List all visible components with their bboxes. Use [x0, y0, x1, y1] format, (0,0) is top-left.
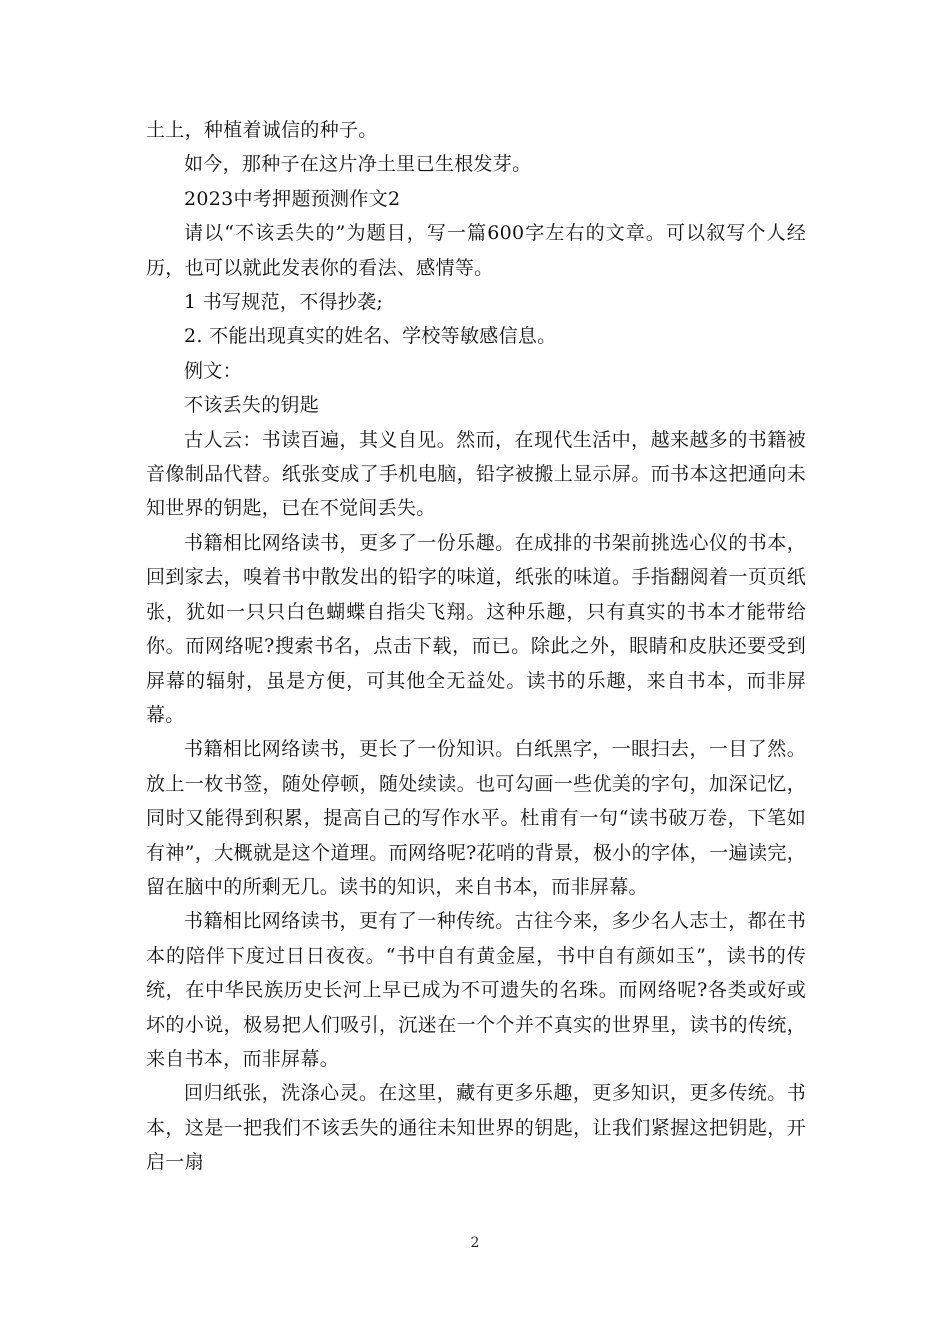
document-body: [146, 113, 806, 1180]
example-label: 例文：: [184, 359, 242, 382]
requirement-item: 1 书写规范，不得抄袭;: [184, 291, 384, 314]
essay-paragraph: 书籍相比网络读书，更有了一种传统。古往今来，多少名人志士，都在书本的陪伴下度过日日夜夜。“书中自有黄金屋，书中自有颜如玉”，读书的传统，在中华民族历史长河上早已成为不可遗失的名珠。而网络呢?各类或好或坏的小说，极易把人们吸引，沉迷在一个个并不真实的世界里，读书的传统，来自书本，而非屏幕。: [146, 910, 806, 1070]
section-heading: 2023中考押题预测作文2: [184, 187, 401, 210]
essay-paragraph: 回归纸张，洗涤心灵。在这里，藏有更多乐趣，更多知识，更多传统。书本，这是一把我们不该丢失的通往未知世界的钥匙，让我们紧握这把钥匙，开启一扇: [146, 1082, 806, 1174]
paragraph-continuation: 土上，种植着诚信的种子。: [146, 119, 378, 141]
essay-paragraph: 古人云：书读百遍，其义自见。然而，在现代生活中，越来越多的书籍被音像制品代替。纸张变成了手机电脑，铅字被搬上显示屏。而书本这把通向未知世界的钥匙，已在不觉间丢失。: [146, 428, 806, 520]
essay-title: 不该丢失的钥匙: [184, 394, 320, 417]
page-number: 2: [470, 1235, 480, 1251]
essay-paragraph: 书籍相比网络读书，更长了一份知识。白纸黑字，一眼扫去，一目了然。放上一枚书签，随处停顿，随处续读。也可勾画一些优美的字句，加深记忆，同时又能得到积累，提高自己的写作水平。杜甫有一句“读书破万卷，下笔如有神”，大概就是这个道理。而网络呢?花哨的背景，极小的字体，一遍读完，留在脑中的所剩无几。读书的知识，来自书本，而非屏幕。: [146, 738, 806, 898]
essay-paragraph: 书籍相比网络读书，更多了一份乐趣。在成排的书架前挑选心仪的书本，回到家去，嗅着书中散发出的铅字的味道，纸张的味道。手指翻阅着一页页纸张，犹如一只只白色蝴蝶自指尖飞翔。这种乐趣，只有真实的书本才能带给你。而网络呢?搜索书名，点击下载，而已。除此之外，眼睛和皮肤还要受到屏幕的辐射，虽是方便，可其他全无益处。读书的乐趣，来自书本，而非屏幕。: [146, 531, 806, 726]
prompt-paragraph: 请以“不该丢失的”为题目，写一篇600字左右的文章。可以叙写个人经历，也可以就此发表你的看法、感情等。: [146, 222, 806, 279]
requirement-item: 2. 不能出现真实的姓名、学校等敏感信息。: [184, 325, 557, 348]
paragraph: 如今，那种子在这片净土里已生根发芽。: [184, 153, 532, 176]
